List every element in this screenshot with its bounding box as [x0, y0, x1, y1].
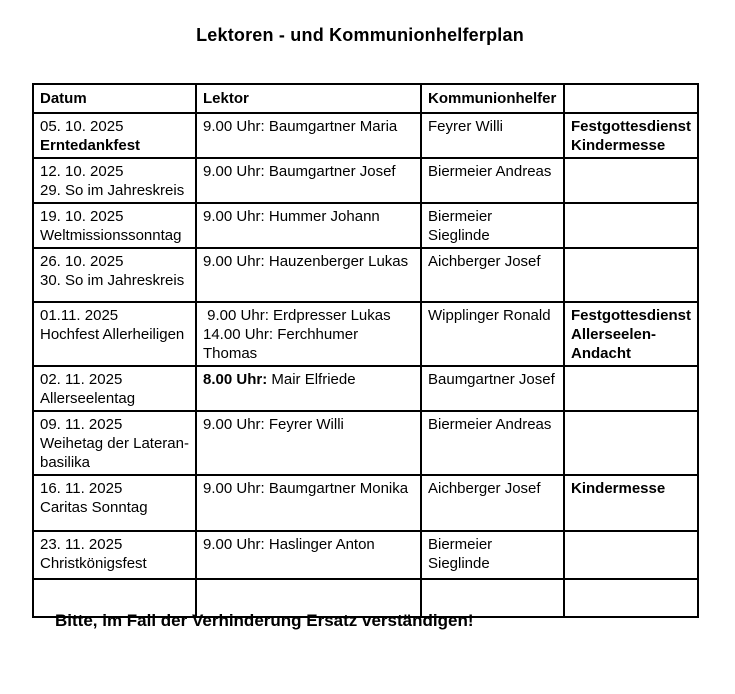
cell-line: 05. 10. 2025	[40, 118, 124, 135]
cell-line: Andacht	[571, 345, 631, 362]
cell-line: 02. 11. 2025	[40, 371, 123, 388]
cell-datum	[33, 302, 196, 366]
cell-line: Biermeier Andreas	[428, 163, 552, 180]
cell-datum	[33, 475, 196, 531]
cell-line: Wipplinger Ronald	[428, 307, 551, 324]
cell-line: Festgottesdienst	[571, 307, 692, 324]
cell-line: Festgottesdienst	[571, 118, 692, 135]
cell-line: Biermeier Sieglinde	[428, 536, 497, 572]
cell-line: 9.00 Uhr: Erdpresser Lukas	[203, 307, 391, 324]
table-row	[33, 411, 698, 475]
cell-kommunionhelfer	[421, 531, 564, 579]
cell-datum	[33, 203, 196, 248]
cell-line: 12. 10. 2025	[40, 163, 124, 180]
cell-line: Hochfest Allerheiligen	[40, 326, 185, 343]
cell-line: 9.00 Uhr: Hauzenberger Lukas	[203, 253, 409, 270]
cell-line: 16. 11. 2025	[40, 480, 123, 497]
column-header-note	[564, 84, 698, 113]
cell-kommunionhelfer	[421, 248, 564, 302]
cell-datum	[33, 531, 196, 579]
cell-line: Aichberger Josef	[428, 253, 541, 270]
cell-datum	[33, 248, 196, 302]
cell-lektor	[196, 248, 421, 302]
table-row	[33, 203, 698, 248]
cell-note	[564, 158, 698, 203]
cell-kommunionhelfer	[421, 113, 564, 158]
cell-line: 8.00 Uhr: Mair Elfriede	[203, 371, 356, 388]
cell-note	[564, 113, 698, 158]
cell-note	[564, 248, 698, 302]
cell-note	[564, 366, 698, 411]
cell-line: 9.00 Uhr: Baumgartner Monika	[203, 480, 409, 497]
table-row	[33, 248, 698, 302]
cell-lektor	[196, 411, 421, 475]
cell-line: 19. 10. 2025	[40, 208, 124, 225]
cell-kommunionhelfer	[421, 203, 564, 248]
cell-line: Feyrer Willi	[428, 118, 503, 135]
cell-line: Biermeier Andreas	[428, 416, 552, 433]
cell-line: 29. So im Jahreskreis	[40, 182, 185, 199]
cell-lektor	[196, 475, 421, 531]
cell-line: 9.00 Uhr: Baumgartner Maria	[203, 118, 398, 135]
cell-datum	[33, 366, 196, 411]
cell-line: 30. So im Jahreskreis	[40, 272, 185, 289]
cell-line: Erntedankfest	[40, 137, 141, 154]
cell-line: 26. 10. 2025	[40, 253, 124, 270]
table-row	[33, 366, 698, 411]
cell-lektor	[196, 366, 421, 411]
cell-line: 01.11. 2025	[40, 307, 119, 324]
cell-line: 9.00 Uhr: Feyrer Willi	[203, 416, 344, 433]
table-row	[33, 113, 698, 158]
cell-kommunionhelfer	[421, 302, 564, 366]
cell-line: Caritas Sonntag	[40, 499, 148, 516]
column-header-lektor: Lektor	[196, 84, 421, 113]
cell-kommunionhelfer	[421, 475, 564, 531]
cell-kommunionhelfer	[421, 158, 564, 203]
cell-note	[564, 579, 698, 617]
cell-line: Weltmissionssonntag	[40, 227, 182, 244]
cell-kommunionhelfer	[421, 366, 564, 411]
cell-lektor	[196, 158, 421, 203]
cell-datum	[33, 158, 196, 203]
cell-lektor	[196, 302, 421, 366]
cell-lektor	[196, 203, 421, 248]
cell-datum	[33, 411, 196, 475]
cell-note	[564, 302, 698, 366]
cell-line: Christkönigsfest	[40, 555, 147, 572]
table-row	[33, 531, 698, 579]
cell-line: Weihetag der Lateran-	[40, 435, 189, 452]
cell-line: Allerseelentag	[40, 390, 136, 407]
table-body	[33, 113, 698, 617]
cell-note	[564, 475, 698, 531]
cell-line: Biermeier Sieglinde	[428, 208, 497, 244]
cell-note	[564, 531, 698, 579]
footer-note: Bitte, im Fall der Verhinderung Ersatz verständigen!	[55, 611, 474, 630]
cell-lektor	[196, 531, 421, 579]
table-row	[33, 158, 698, 203]
cell-line: Kindermesse	[571, 137, 666, 154]
page-title: Lektoren - und Kommunionhelferplan	[196, 25, 524, 45]
cell-line: Baumgartner Josef	[428, 371, 555, 388]
column-header-datum: Datum	[33, 84, 196, 113]
cell-line: 9.00 Uhr: Hummer Johann	[203, 208, 380, 225]
cell-line: 09. 11. 2025	[40, 416, 123, 433]
cell-line: 23. 11. 2025	[40, 536, 123, 553]
table-head	[33, 84, 698, 113]
table-row	[33, 475, 698, 531]
column-header-kommunionhelfer: Kommunionhelfer	[421, 84, 564, 113]
cell-datum	[33, 113, 196, 158]
cell-note	[564, 411, 698, 475]
cell-kommunionhelfer	[421, 411, 564, 475]
cell-line: Kindermesse	[571, 480, 666, 497]
cell-line: Allerseelen-	[571, 326, 657, 343]
cell-line: 14.00 Uhr: Ferchhumer Thomas	[203, 326, 362, 362]
cell-line: 9.00 Uhr: Haslinger Anton	[203, 536, 375, 553]
cell-note	[564, 203, 698, 248]
cell-lektor	[196, 113, 421, 158]
table-row	[33, 302, 698, 366]
schedule-table	[32, 83, 699, 618]
table-header-row	[33, 84, 698, 113]
cell-line: Aichberger Josef	[428, 480, 541, 497]
cell-line: 9.00 Uhr: Baumgartner Josef	[203, 163, 396, 180]
cell-line: basilika	[40, 454, 91, 471]
